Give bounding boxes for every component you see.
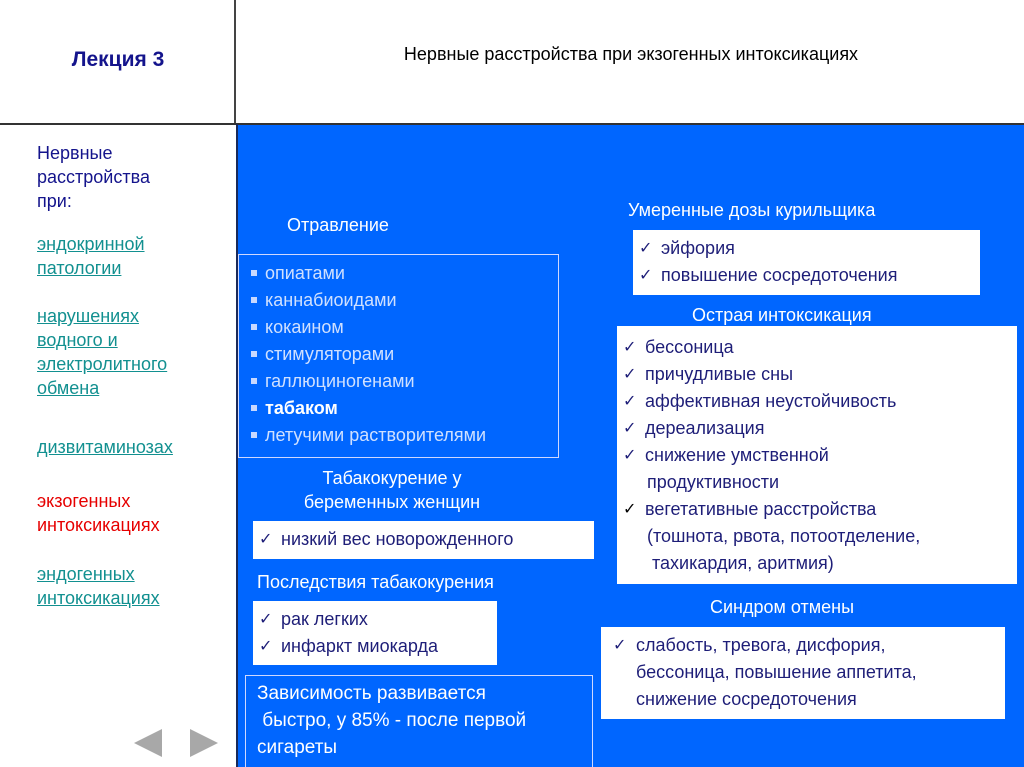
link-line: патологии bbox=[37, 258, 122, 278]
check-icon: ✓ bbox=[639, 267, 653, 284]
item-text: каннабиоидами bbox=[265, 290, 397, 310]
consequences-title: Последствия табакокурения bbox=[257, 572, 494, 592]
moderate-box bbox=[633, 230, 980, 295]
acute-item bbox=[617, 496, 1017, 577]
poisoning-item bbox=[239, 368, 558, 395]
poisoning-item bbox=[239, 395, 558, 422]
acute-item bbox=[617, 442, 1017, 496]
dependence-box bbox=[245, 675, 593, 767]
acute-item-line: тахикардия, аритмия) bbox=[647, 553, 834, 573]
acute-item-line: аффективная неустойчивость bbox=[645, 391, 897, 411]
withdrawal-line: слабость, тревога, дисфория, bbox=[636, 635, 886, 655]
consequences-box bbox=[253, 601, 497, 665]
square-bullet-icon bbox=[251, 297, 257, 303]
check-icon: ✓ bbox=[623, 447, 637, 464]
sidebar-link-dysvitaminosis[interactable] bbox=[37, 435, 173, 459]
item-text: инфаркт миокарда bbox=[281, 636, 438, 656]
item-text: кокаином bbox=[265, 317, 344, 337]
square-bullet-icon bbox=[251, 378, 257, 384]
item-text: стимуляторами bbox=[265, 344, 395, 364]
sidebar-heading-line: Нервные bbox=[37, 143, 113, 163]
check-icon: ✓ bbox=[623, 393, 637, 410]
acute-item bbox=[617, 415, 1017, 442]
item-text: табаком bbox=[265, 398, 338, 418]
link-line: обмена bbox=[37, 378, 100, 398]
poisoning-item bbox=[239, 341, 558, 368]
acute-item-line: (тошнота, рвота, потоотделение, bbox=[647, 526, 921, 546]
acute-item-line: причудливые сны bbox=[645, 364, 794, 384]
poisoning-item bbox=[239, 260, 558, 287]
acute-box bbox=[617, 326, 1017, 584]
moderate-item bbox=[633, 262, 980, 289]
poisoning-box bbox=[238, 254, 559, 458]
acute-item-line: вегетативные расстройства bbox=[645, 499, 877, 519]
withdrawal-box bbox=[601, 627, 1005, 719]
withdrawal-line: снижение сосредоточения bbox=[636, 689, 857, 709]
lecture-label: Лекция 3 bbox=[71, 48, 165, 71]
dependence-line: Зависимость развивается bbox=[257, 683, 486, 704]
sidebar-heading-line: расстройства bbox=[37, 167, 150, 187]
dependence-text bbox=[257, 680, 592, 761]
consequence-item bbox=[253, 606, 497, 633]
link-line: дизвитаминозах bbox=[37, 437, 173, 457]
pregnant-title-line: беременных женщин bbox=[303, 492, 481, 512]
active-line: экзогенных bbox=[37, 491, 131, 511]
moderate-title: Умеренные дозы курильщика bbox=[628, 200, 876, 220]
poisoning-list bbox=[239, 260, 558, 449]
poisoning-item bbox=[239, 422, 558, 449]
poisoning-item bbox=[239, 314, 558, 341]
acute-list bbox=[617, 334, 1017, 577]
sidebar-heading bbox=[37, 141, 150, 213]
check-icon: ✓ bbox=[259, 638, 273, 655]
pregnant-title bbox=[277, 466, 507, 514]
item-text: опиатами bbox=[265, 263, 345, 283]
check-icon: ✓ bbox=[613, 637, 627, 654]
item-text: повышение сосредоточения bbox=[661, 265, 898, 285]
item-text: рак легких bbox=[281, 609, 368, 629]
square-bullet-icon bbox=[251, 405, 257, 411]
link-line: эндогенных bbox=[37, 564, 135, 584]
acute-item bbox=[617, 334, 1017, 361]
active-line: интоксикациях bbox=[37, 515, 160, 535]
acute-item bbox=[617, 361, 1017, 388]
acute-item-line: продуктивности bbox=[647, 472, 780, 492]
withdrawal-line: бессоница, повышение аппетита, bbox=[636, 662, 917, 682]
check-icon: ✓ bbox=[259, 531, 273, 548]
link-line: интоксикациях bbox=[37, 588, 160, 608]
sidebar-link-endocrine[interactable] bbox=[37, 232, 145, 280]
link-line: водного и bbox=[37, 330, 118, 350]
sidebar-link-endogenous[interactable] bbox=[37, 562, 160, 610]
withdrawal-item bbox=[601, 632, 1005, 713]
sidebar-heading-line: при: bbox=[37, 191, 72, 211]
item-text: галлюциногенами bbox=[265, 371, 415, 391]
check-icon: ✓ bbox=[623, 420, 637, 437]
dependence-line: быстро, у 85% - после первой bbox=[257, 710, 527, 731]
link-line: эндокринной bbox=[37, 234, 145, 254]
acute-item bbox=[617, 388, 1017, 415]
poisoning-item bbox=[239, 287, 558, 314]
acute-item-line: дереализация bbox=[645, 418, 765, 438]
check-icon: ✓ bbox=[639, 240, 653, 257]
check-icon: ✓ bbox=[623, 501, 637, 518]
moderate-item bbox=[633, 235, 980, 262]
consequence-item bbox=[253, 633, 497, 660]
square-bullet-icon bbox=[251, 324, 257, 330]
item-text: летучими растворителями bbox=[265, 425, 487, 445]
sidebar-link-water-electrolyte[interactable] bbox=[37, 304, 167, 400]
square-bullet-icon bbox=[251, 270, 257, 276]
check-icon: ✓ bbox=[623, 366, 637, 383]
check-icon: ✓ bbox=[259, 611, 273, 628]
dependence-line: сигареты bbox=[257, 737, 338, 758]
square-bullet-icon bbox=[251, 351, 257, 357]
withdrawal-title: Синдром отмены bbox=[710, 597, 855, 617]
next-arrow-icon[interactable] bbox=[190, 729, 218, 757]
square-bullet-icon bbox=[251, 432, 257, 438]
page-title: Нервные расстройства при экзогенных интоксикациях bbox=[403, 44, 859, 64]
previous-arrow-icon[interactable] bbox=[134, 729, 162, 757]
poisoning-title: Отравление bbox=[287, 215, 389, 235]
acute-item-line: снижение умственной bbox=[645, 445, 829, 465]
sidebar-item-exogenous-active bbox=[37, 489, 160, 537]
pregnant-box bbox=[253, 521, 594, 559]
acute-item-line: бессоница bbox=[645, 337, 734, 357]
pregnant-item bbox=[253, 526, 594, 553]
acute-title: Острая интоксикация bbox=[692, 305, 872, 325]
item-text: эйфория bbox=[661, 238, 735, 258]
check-icon: ✓ bbox=[623, 339, 637, 356]
item-text: низкий вес новорожденного bbox=[281, 529, 514, 549]
link-line: нарушениях bbox=[37, 306, 139, 326]
pregnant-title-line: Табакокурение у bbox=[322, 468, 462, 488]
link-line: электролитного bbox=[37, 354, 168, 374]
